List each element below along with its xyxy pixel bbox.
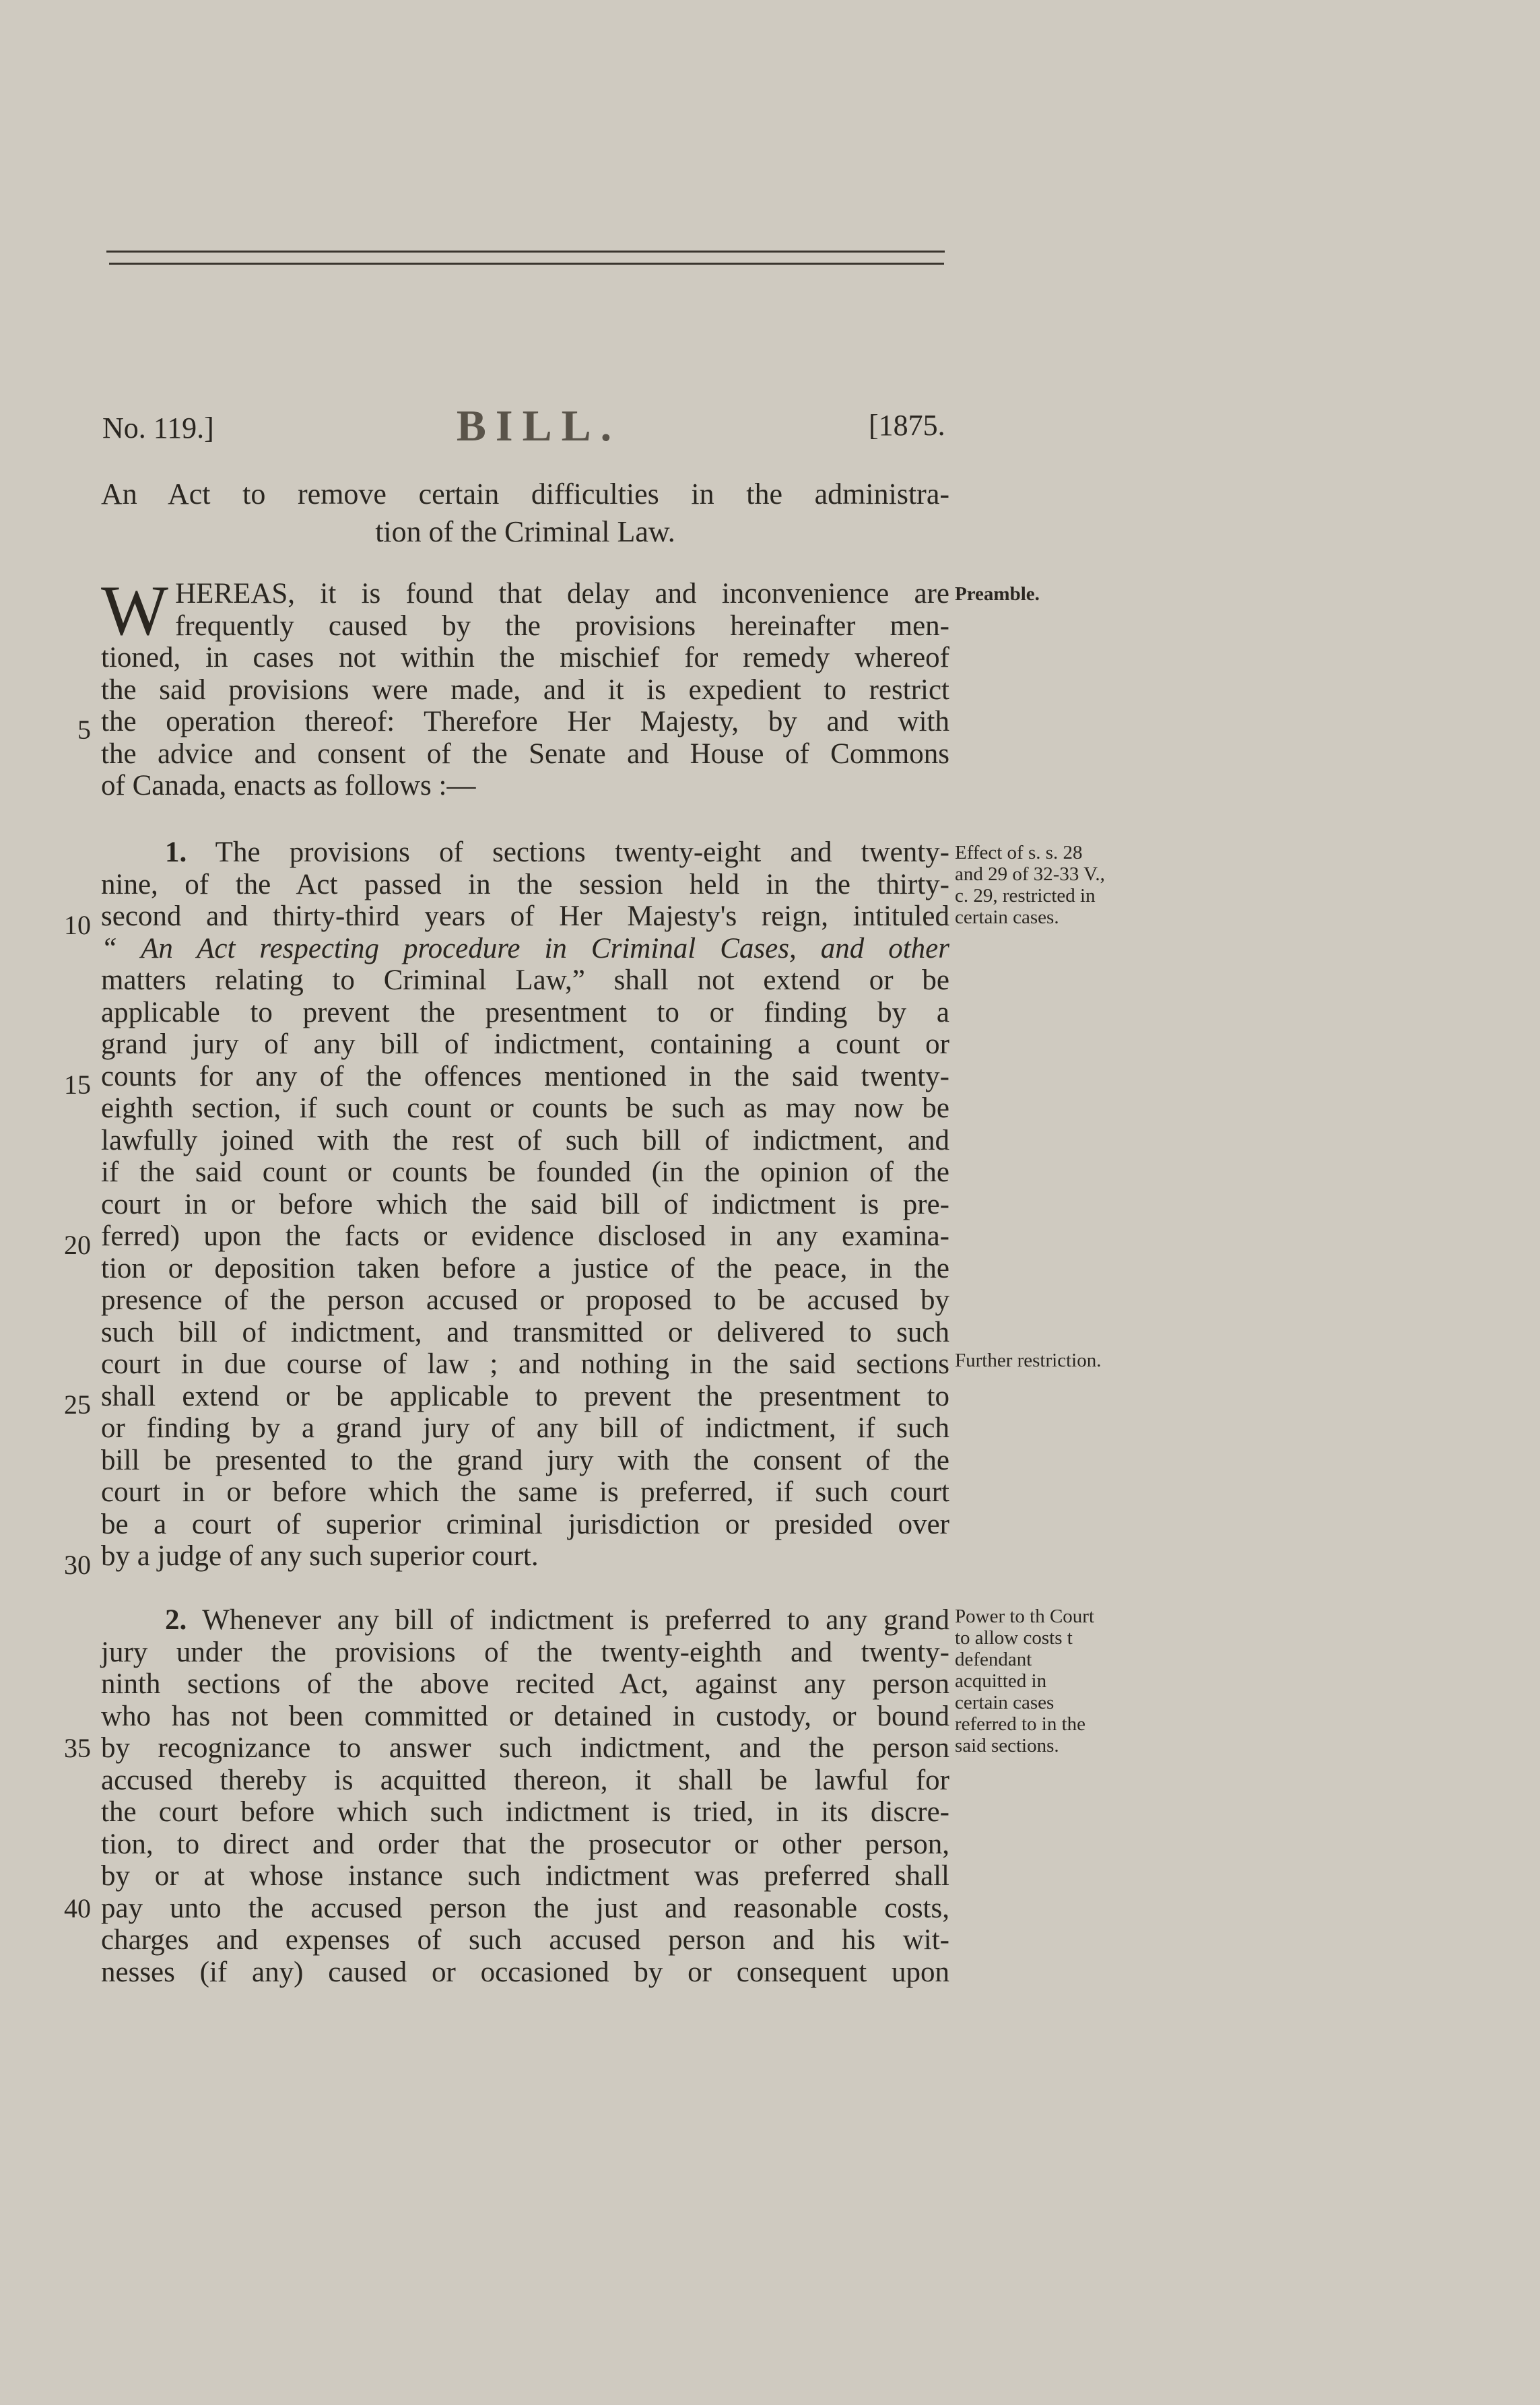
text-line: grand jury of any bill of indictment, containing a count or — [101, 1028, 949, 1060]
act-title-line: An Act to remove certain difficulties in the administra- — [101, 477, 949, 510]
text-line: who has not been committed or detained in custody, or bound — [101, 1700, 949, 1732]
text-line: be a court of superior criminal jurisdiction or presided over — [101, 1508, 949, 1540]
text-line: matters relating to Criminal Law,” shall not extend or be — [101, 964, 949, 996]
margin-note-further-restriction: Further restriction. — [955, 1350, 1102, 1371]
text-line: HEREAS, it is found that delay and inconvenience are — [175, 578, 949, 610]
margin-note-section-1: Effect of s. s. 28 and 29 of 32-33 V., c. 29, restricted in certain cases. — [955, 842, 1105, 928]
text-line: the court before which such indictment is tried, in its discre- — [101, 1796, 949, 1828]
text-line: pay unto the accused person the just and reasonable costs, — [101, 1892, 949, 1924]
text-line: ninth sections of the above recited Act, against any person — [101, 1668, 949, 1700]
top-rule-lower — [109, 263, 944, 265]
line-number: 35 — [64, 1733, 91, 1763]
section-number: 2. — [165, 1604, 187, 1636]
text-line: tioned, in cases not within the mischief for remedy whereof — [101, 642, 949, 673]
bill-year: [1875. — [869, 409, 945, 442]
section-2 — [101, 1604, 949, 1988]
text-line: court in or before which the said bill of indictment is pre- — [101, 1188, 949, 1220]
text-line: by or at whose instance such indictment was preferred shall — [101, 1860, 949, 1892]
preamble — [101, 571, 949, 802]
text-line: court in or before which the same is preferred, if such court — [101, 1476, 949, 1508]
text-line-content: Whenever any bill of indictment is preferred to any grand — [202, 1604, 949, 1636]
text-line: second and thirty-third years of Her Majesty's reign, intituled — [101, 900, 949, 932]
text-line: accused thereby is acquitted thereon, it shall be lawful for — [101, 1764, 949, 1796]
top-rule-upper — [106, 251, 945, 253]
text-line: bill be presented to the grand jury with the consent of the — [101, 1444, 949, 1476]
text-line: shall extend or be applicable to prevent the presentment to — [101, 1380, 949, 1412]
act-title-line: tion of the Criminal Law. — [375, 515, 675, 548]
text-line: if the said count or counts be founded (in the opinion of the — [101, 1156, 949, 1188]
text-line: counts for any of the offences mentioned in the said twenty- — [101, 1060, 949, 1092]
line-number: 30 — [64, 1550, 91, 1580]
text-line: such bill of indictment, and transmitted or delivered to such — [101, 1316, 949, 1348]
text-line: the operation thereof: Therefore Her Majesty, by and with — [101, 706, 949, 737]
text-line: eighth section, if such count or counts be such as may now be — [101, 1092, 949, 1124]
line-number: 5 — [77, 715, 91, 745]
line-number: 25 — [64, 1389, 91, 1420]
bill-heading: BILL. — [456, 401, 622, 451]
text-line: charges and expenses of such accused person and his wit- — [101, 1924, 949, 1956]
text-line: nesses (if any) caused or occasioned by or consequent upon — [101, 1956, 949, 1988]
act-title — [101, 475, 949, 551]
section-number: 1. — [165, 836, 187, 868]
text-line-content: The provisions of sections twenty-eight and twenty- — [215, 836, 949, 868]
text-line: court in due course of law ; and nothing in the said sections — [101, 1348, 949, 1380]
text-line: the said provisions were made, and it is expedient to restrict — [101, 673, 949, 706]
text-line: by recognizance to answer such indictment, and the person — [101, 1732, 949, 1764]
text-line: nine, of the Act passed in the session held in the thirty- — [101, 868, 949, 900]
text-line: jury under the provisions of the twenty-eighth and twenty- — [101, 1636, 949, 1668]
text-line — [101, 1604, 949, 1637]
text-line: “ An Act respecting procedure in Criminal Cases, and other — [101, 932, 949, 964]
text-line: presence of the person accused or proposed to be accused by — [101, 1284, 949, 1316]
section-1 — [101, 836, 949, 1573]
text-line: lawfully joined with the rest of such bill of indictment, and — [101, 1124, 949, 1156]
text-line: tion or deposition taken before a justice of the peace, in the — [101, 1252, 949, 1284]
drop-cap: W — [101, 571, 169, 650]
text-line: of Canada, enacts as follows :— — [101, 770, 476, 801]
text-line: or finding by a grand jury of any bill of indictment, if such — [101, 1412, 949, 1444]
line-number: 10 — [64, 910, 91, 940]
margin-note-section-2: Power to th Court to allow costs t defendant acquitted in certain cases referred to in the said sections. — [955, 1606, 1095, 1756]
line-number: 15 — [64, 1069, 91, 1100]
text-line: tion, to direct and order that the prosecutor or other person, — [101, 1828, 949, 1860]
line-number: 20 — [64, 1230, 91, 1260]
text-line: by a judge of any such superior court. — [101, 1540, 539, 1572]
text-line: ferred) upon the facts or evidence disclosed in any examina- — [101, 1220, 949, 1252]
text-line: applicable to prevent the presentment to or finding by a — [101, 996, 949, 1028]
margin-note-preamble: Preamble. — [955, 583, 1040, 605]
text-line — [101, 836, 949, 869]
text-line: the advice and consent of the Senate and House of Commons — [101, 737, 949, 770]
bill-number: No. 119.] — [102, 411, 214, 444]
line-number: 40 — [64, 1893, 91, 1923]
text-line: frequently caused by the provisions hereinafter men- — [175, 610, 949, 642]
